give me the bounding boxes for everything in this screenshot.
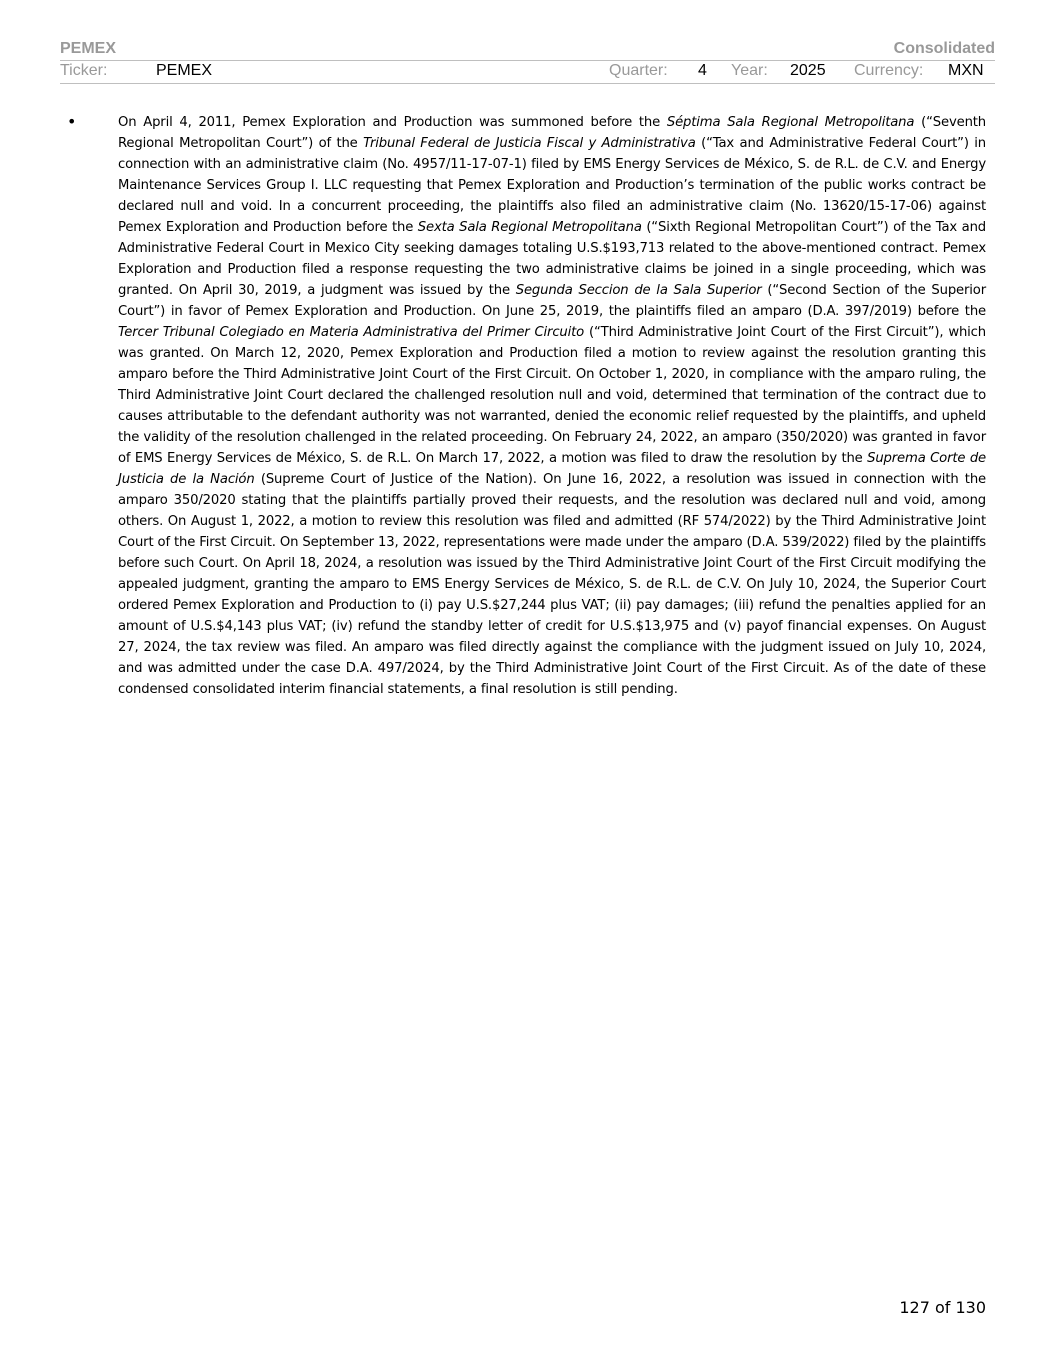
italic-court-name: Tribunal Federal de Justicia Fiscal y Administrativa <box>363 136 696 151</box>
ticker-value: PEMEX <box>156 62 213 79</box>
paragraph-text: (“Seventh Regional Metropolitan Court”) of the <box>118 115 987 151</box>
italic-court-name: Suprema Corte de Justicia de la Nación <box>118 451 987 487</box>
paragraph-text: (Supreme Court of Justice of the Nation). On June 16, 2022, a resolution was issued in connection with the amparo 350/2020 stating that the plaintiffs partially proved their requests, and the resolution was declared null and void, among others. On August 1, 2022, a motion to review this resolution was filed and admitted (RF 574/2022) by the Third Administrative Joint Court of the First Circuit. On September 13, 2022, representations were made under the amparo (D.A. 539/2022) filed by the plaintiffs before such Court. On April 18, 2024, a resolution was issued by the Third Administrative Joint Court of the First Circuit modifying the appealed judgment, granting the amparo to EMS Energy Services de México, S. de R.L. de C.V. On July 10, 2024, the Superior Court ordered Pemex Exploration and Production to (i) pay U.S.$27,244 plus VAT; (ii) pay damages; (iii) refund the penalties applied for an amount of U.S.$4,143 plus VAT; (iv) refund the standby letter of credit for U.S.$13,975 and (v) payof financial expenses. On August 27, 2024, the tax review was filed. An amparo was filed directly against the compliance with the judgment issued on July 10, 2024, and was admitted under the case D.A. 497/2024, by the Third Administrative Joint Court of the First Circuit. As of the date of these condensed consolidated interim financial statements, a final resolution is still pending. <box>118 472 987 697</box>
year-label: Year: <box>731 62 768 79</box>
paragraph-text: (“Second Section of the Superior Court”) in favor of Pemex Exploration and Production. On June 25, 2019, the plaintiffs filed an amparo (D.A. 397/2019) before the <box>118 283 986 319</box>
currency-value: MXN <box>948 62 984 79</box>
consolidation-scope: Consolidated <box>893 40 995 57</box>
currency-label: Currency: <box>854 62 924 79</box>
ticker-label: Ticker: <box>60 62 108 79</box>
italic-court-name: Sexta Sala Regional Metropolitana <box>417 220 642 235</box>
italic-court-name: Segunda Seccion de la Sala Superior <box>515 283 762 298</box>
paragraph-text: (“Sixth Regional Metropolitan Court”) of the Tax and Administrative Federal Court in Mexico City seeking damages totaling U.S.$193,713 related to the above-mentioned contract. Pemex Exploration and Production filed a response requesting the two administrative claims be joined in a single proceeding, which was granted. On April 30, 2019, a judgment was issued by the <box>118 220 986 298</box>
quarter-value: 4 <box>698 62 707 79</box>
paragraph-text: On April 4, 2011, Pemex Exploration and Production was summoned before the <box>118 115 667 130</box>
paragraph-text: (“Tax and Administrative Federal Court”) in connection with an administrative claim (No. 4957/11-17-07-1) filed by EMS Energy Services de México, S. de R.L. de C.V. and Energy Maintenance Services Group I. LLC requesting that Pemex Exploration and Production’s termination of the public works contract be declared null and void. In a concurrent proceeding, the plaintiffs also filed an administrative claim (No. 13620/15-17-06) against Pemex Exploration and Production before the <box>118 136 986 235</box>
company-name: PEMEX <box>60 40 117 57</box>
litigation-paragraph <box>118 112 986 700</box>
paragraph-text: (“Third Administrative Joint Court of the First Circuit”), which was granted. On March 12, 2020, Pemex Exploration and Production filed a motion to review against the resolution granting this amparo before the Third Administrative Joint Court of the First Circuit. On October 1, 2020, in compliance with the amparo ruling, the Third Administrative Joint Court declared the challenged resolution null and void, determined that termination of the contract due to causes attributable to the defendant authority was not warranted, denied the economic relief requested by the plaintiffs, and upheld the validity of the resolution challenged in the related proceeding. On February 24, 2022, an amparo (350/2020) was granted in favor of EMS Energy Services de México, S. de R.L. On March 17, 2022, a motion was filed to draw the resolution by the <box>118 325 986 466</box>
report-header <box>60 38 995 60</box>
italic-court-name: Tercer Tribunal Colegiado en Materia Administrativa del Primer Circuito <box>118 325 585 340</box>
header-divider-bottom <box>60 83 995 84</box>
quarter-label: Quarter: <box>609 62 668 79</box>
page-number: 127 of 130 <box>899 1298 986 1317</box>
bullet-marker: • <box>67 112 77 131</box>
year-value: 2025 <box>790 62 826 79</box>
italic-court-name: Séptima Sala Regional Metropolitana <box>666 115 915 130</box>
header-meta-row <box>60 61 995 82</box>
